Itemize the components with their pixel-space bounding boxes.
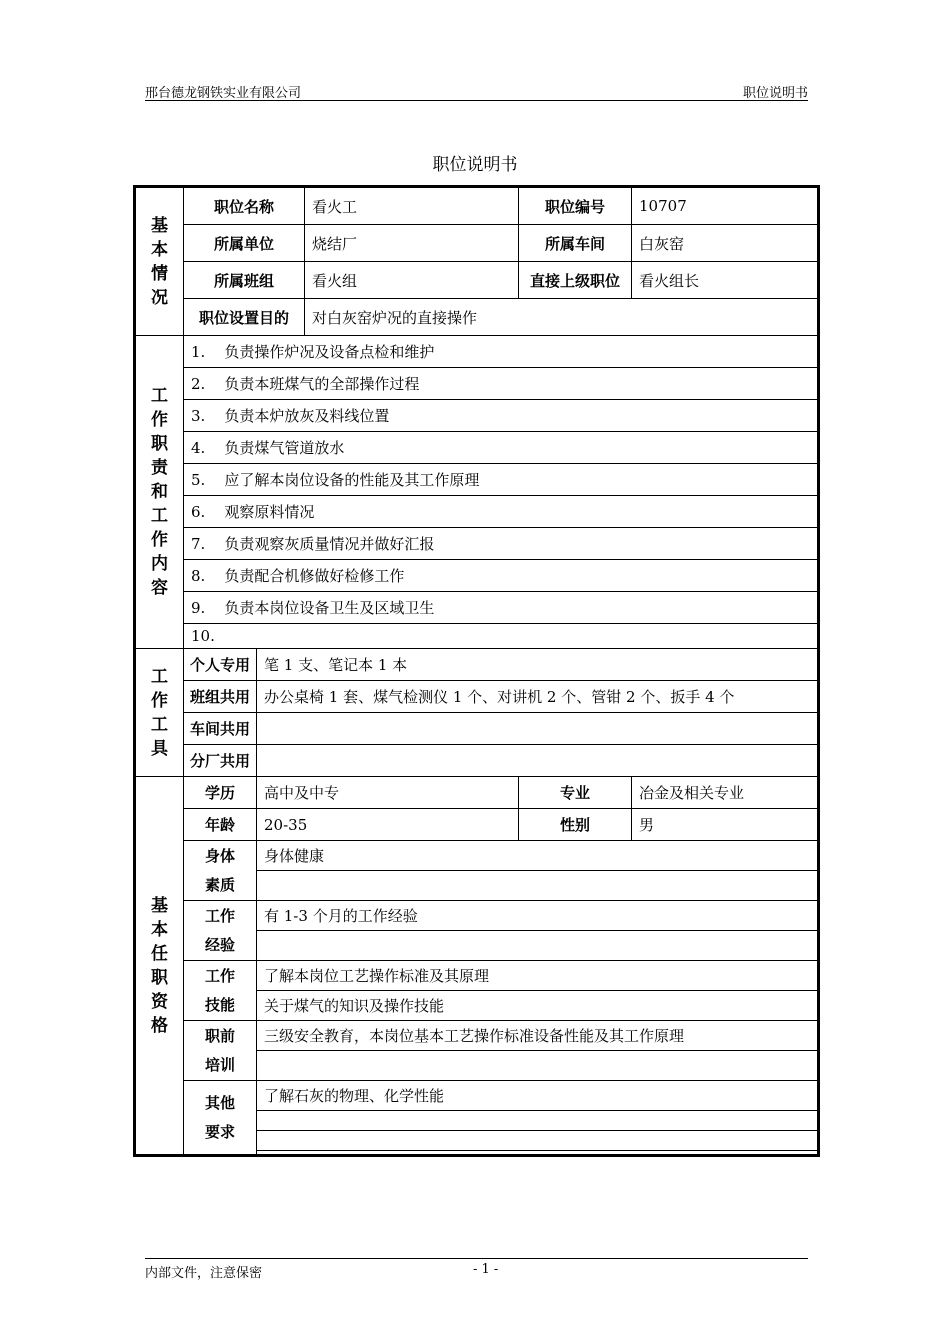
- superior-label: 直接上级职位: [519, 262, 632, 299]
- section-basic-info: 基 本 情 况: [135, 187, 184, 336]
- duty-item: 10.: [184, 624, 819, 649]
- job-description-table: [133, 185, 820, 1157]
- header-doc-type: 职位说明书: [742, 86, 808, 101]
- training-line: 三级安全教育，本岗位基本工艺操作标准设备性能及其工作原理: [257, 1021, 819, 1051]
- other-line: [257, 1131, 819, 1151]
- skills-line: 关于煤气的知识及操作技能: [257, 991, 819, 1021]
- workshop-value: 白灰窑: [632, 225, 819, 262]
- team-label: 所属班组: [184, 262, 305, 299]
- team-value: 看火组: [305, 262, 519, 299]
- position-no-label: 职位编号: [519, 187, 632, 225]
- purpose-label: 职位设置目的: [184, 299, 305, 336]
- workshop-tools-value: [257, 713, 819, 745]
- major-value: 冶金及相关专业: [632, 777, 819, 809]
- document-title: 职位说明书: [432, 155, 518, 175]
- major-label: 专业: [519, 777, 632, 809]
- duty-item: 5. 应了解本岗位设备的性能及其工作原理: [184, 464, 819, 496]
- gender-label: 性别: [519, 809, 632, 841]
- other-line: 了解石灰的物理、化学性能: [257, 1081, 819, 1111]
- physical-line: 身体健康: [257, 841, 819, 871]
- duty-item: 4. 负责煤气管道放水: [184, 432, 819, 464]
- position-no-value: 10707: [632, 187, 819, 225]
- workshop-label: 所属车间: [519, 225, 632, 262]
- physical-line: [257, 871, 819, 901]
- table-bottom-spacer: [257, 1151, 819, 1156]
- experience-line: [257, 931, 819, 961]
- team-tools-label: 班组共用: [184, 681, 257, 713]
- page-number: - 1 -: [473, 1262, 499, 1277]
- page-footer: [145, 1258, 808, 1281]
- duty-item: 9. 负责本岗位设备卫生及区域卫生: [184, 592, 819, 624]
- section-duties: 工 作 职 责 和 工 作 内 容: [135, 336, 184, 649]
- position-name-value: 看火工: [305, 187, 519, 225]
- team-tools-value: 办公桌椅 1 套、煤气检测仪 1 个、对讲机 2 个、管钳 2 个、扳手 4 个: [257, 681, 819, 713]
- plant-tools-value: [257, 745, 819, 777]
- training-label: 职前 培训: [184, 1021, 257, 1081]
- duty-item: 3. 负责本炉放灰及料线位置: [184, 400, 819, 432]
- skills-label: 工作 技能: [184, 961, 257, 1021]
- plant-tools-label: 分厂共用: [184, 745, 257, 777]
- duty-item: 6. 观察原料情况: [184, 496, 819, 528]
- section-tools: 工 作 工 具: [135, 649, 184, 777]
- duty-item: 8. 负责配合机修做好检修工作: [184, 560, 819, 592]
- age-label: 年龄: [184, 809, 257, 841]
- personal-tools-label: 个人专用: [184, 649, 257, 681]
- confidential-note: 内部文件，注意保密: [145, 1266, 263, 1281]
- education-value: 高中及中专: [257, 777, 519, 809]
- section-qualifications: 基 本 任 职 资 格: [135, 777, 184, 1156]
- physical-label: 身体 素质: [184, 841, 257, 901]
- position-name-label: 职位名称: [184, 187, 305, 225]
- experience-line: 有 1-3 个月的工作经验: [257, 901, 819, 931]
- duty-item: 2. 负责本班煤气的全部操作过程: [184, 368, 819, 400]
- company-name: 邢台德龙钢铁实业有限公司: [145, 86, 302, 101]
- page-header: [145, 80, 808, 101]
- unit-value: 烧结厂: [305, 225, 519, 262]
- age-value: 20-35: [257, 809, 519, 841]
- workshop-tools-label: 车间共用: [184, 713, 257, 745]
- other-label: 其他 要求: [184, 1081, 257, 1156]
- duty-item: 7. 负责观察灰质量情况并做好汇报: [184, 528, 819, 560]
- personal-tools-value: 笔 1 支、笔记本 1 本: [257, 649, 819, 681]
- experience-label: 工作 经验: [184, 901, 257, 961]
- education-label: 学历: [184, 777, 257, 809]
- purpose-value: 对白灰窑炉况的直接操作: [305, 299, 819, 336]
- training-line: [257, 1051, 819, 1081]
- superior-value: 看火组长: [632, 262, 819, 299]
- gender-value: 男: [632, 809, 819, 841]
- duty-item: 1. 负责操作炉况及设备点检和维护: [184, 336, 819, 368]
- other-line: [257, 1111, 819, 1131]
- skills-line: 了解本岗位工艺操作标准及其原理: [257, 961, 819, 991]
- unit-label: 所属单位: [184, 225, 305, 262]
